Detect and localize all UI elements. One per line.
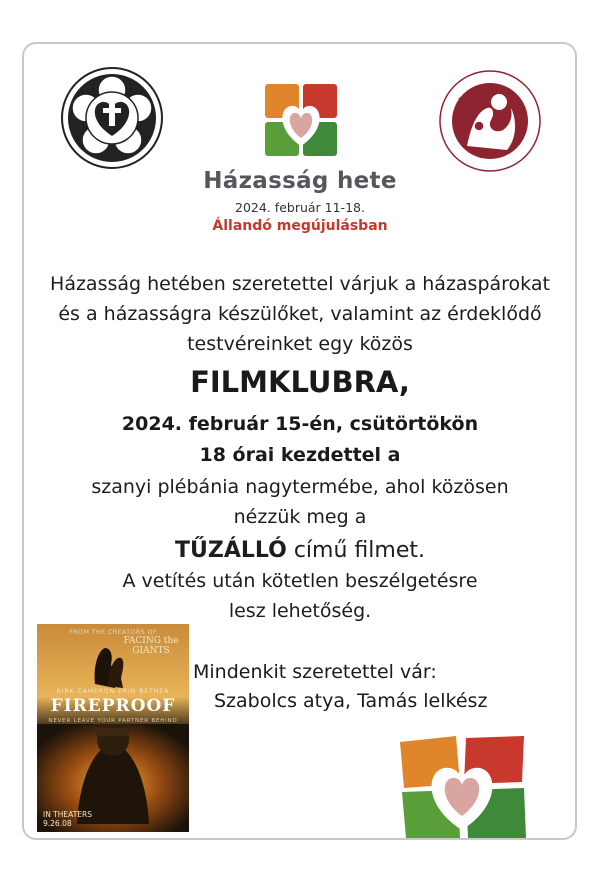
fireproof-movie-poster [37, 624, 189, 832]
poster-tagline: NEVER LEAVE YOUR PARTNER BEHIND [48, 718, 178, 724]
headline: FILMKLUBRA, [190, 365, 410, 399]
catholic-seal-logo [437, 68, 543, 174]
body-line-8: nézzük meg a [233, 506, 367, 528]
poster-release-line1: IN THEATERS [43, 810, 93, 819]
lutheran-rose-logo [60, 66, 164, 170]
marriage-week-logo [263, 82, 339, 158]
body-line-3: testvéreinket egy közös [187, 333, 413, 355]
film-suffix: című filmet. [286, 538, 425, 563]
closing-line-2: Szabolcs atya, Tamás lelkész [214, 690, 488, 712]
marriage-week-logo-large [396, 734, 530, 840]
closing-line-1: Mindenkit szeretettel vár: [193, 661, 437, 683]
event-title: Házasság hete [203, 168, 397, 194]
poster-release [43, 810, 92, 828]
event-datetime: 2024. február 15-én, csütörtökön [121, 413, 479, 435]
event-date: 2024. február 11-18. [235, 200, 365, 215]
event-start-time: 18 órai kezdettel a [199, 444, 401, 466]
body-line-1: Házasság hetében szeretettel várjuk a házaspárokat [50, 273, 550, 295]
poster-credits: KIRK CAMERON ERIN BETHEA [56, 688, 170, 695]
poster-top-text: FROM THE CREATORS OF [69, 628, 157, 636]
body-line-2: és a házasságra készülőket, valamint az érdeklődő [58, 303, 542, 325]
poster-facing-giants: FACING the GIANTS [123, 636, 179, 656]
poster-release-date: 9.26.08 [43, 819, 72, 828]
event-subtitle: Állandó megújulásban [212, 218, 388, 234]
film-title: TŰZÁLLÓ [175, 538, 287, 563]
body-line-7: szanyi plébánia nagytermébe, ahol közösen [91, 476, 509, 498]
film-line [0, 538, 600, 563]
body-line-11: lesz lehetőség. [228, 600, 372, 622]
body-line-10: A vetítés után kötetlen beszélgetésre [122, 570, 478, 592]
poster-title: FIREPROOF [50, 696, 176, 716]
